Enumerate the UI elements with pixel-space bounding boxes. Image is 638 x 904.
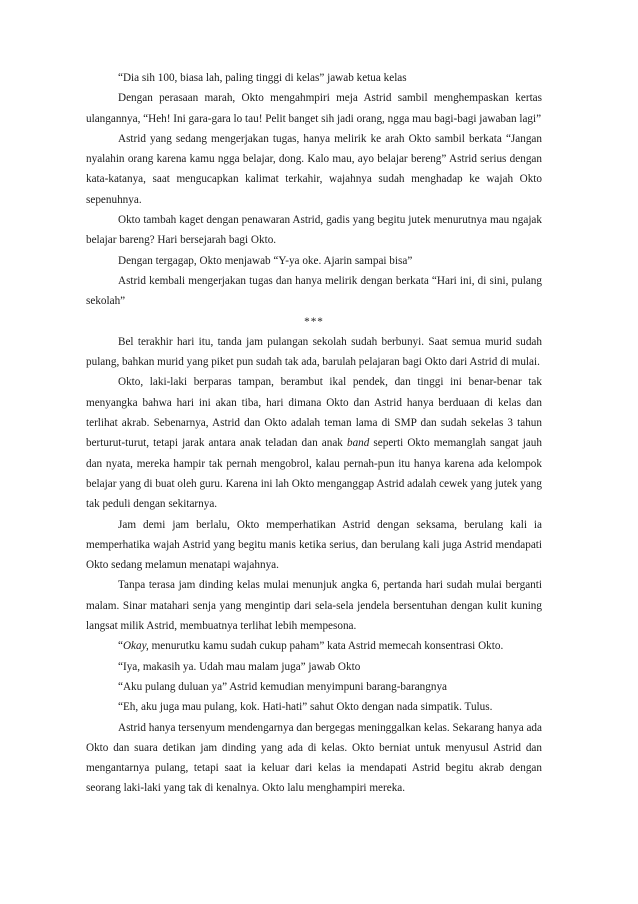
document-page bbox=[86, 68, 542, 799]
paragraph: Astrid yang sedang mengerjakan tugas, hanya melirik ke arah Okto sambil berkata “Jangan nyalahin orang karena kamu ngga belajar, dong. Kalo mau, ayo belajar bereng” Astrid serius dengan kata-katanya, saat mengucapkan kalimat terkahir, wajahnya sudah menghadap ke wajah Okto sepenuhnya. bbox=[86, 132, 542, 206]
paragraph-text: “ bbox=[118, 640, 123, 653]
paragraph: Tanpa terasa jam dinding kelas mulai menunjuk angka 6, pertanda hari sudah mulai berganti malam. Sinar matahari senja yang mengintip dari sela-sela jendela bersentuhan dengan kulit kuning langsat milik Astrid, membuatnya terlihat lebih mempesona. bbox=[86, 579, 542, 633]
paragraph bbox=[86, 372, 542, 514]
paragraph: Okto tambah kaget dengan penawaran Astrid, gadis yang begitu jutek menurutnya mau ngajak belajar bareng? Hari bersejarah bagi Okto. bbox=[86, 214, 542, 247]
paragraph bbox=[86, 636, 542, 656]
paragraph: Dengan perasaan marah, Okto mengahmpiri meja Astrid sambil menghempaskan kertas ulangannya, “Heh! Ini gara-gara lo tau! Pelit banget sih jadi orang, ngga mau bagi-bagi jawaban lagi” bbox=[86, 92, 542, 125]
paragraph: Jam demi jam berlalu, Okto memperhatikan Astrid dengan seksama, berulang kali ia memperhatika wajah Astrid yang begitu manis ketika serius, dan berulang kali juga Astrid mendapati Okto sedang melamun menatapi wajahnya. bbox=[86, 518, 542, 572]
paragraph: Astrid hanya tersenyum mendengarnya dan bergegas meninggalkan kelas. Sekarang hanya ada Okto dan suara detikan jam dinding yang ada di kelas. Okto berniat untuk menyusul Astrid dan mengantarnya pulang, tetapi saat ia keluar dari kelas ia mendapati Astrid begitu akrab dengan seorang laki-laki yang tak di kenalnya. Okto lalu menghampiri mereka. bbox=[86, 721, 542, 795]
paragraph-text: seperti Okto memanglah sangat jauh dan nyata, mereka hampir tak pernah mengobrol, kalau pernah-pun itu hanya karena ada kelompok belajar yang di buat oleh guru. Karena ini lah Okto menganggap Astrid adalah cewek yang jutek yang tak peduli dengan sekitarnya. bbox=[86, 437, 542, 511]
paragraph-text: menurutku kamu sudah cukup paham” kata Astrid memecah konsentrasi Okto. bbox=[148, 640, 504, 653]
paragraph: “Eh, aku juga mau pulang, kok. Hati-hati” sahut Okto dengan nada simpatik. Tulus. bbox=[118, 701, 493, 714]
paragraph: Astrid kembali mengerjakan tugas dan hanya melirik dengan berkata “Hari ini, di sini, pulang sekolah” bbox=[86, 274, 542, 308]
paragraph: Dengan tergagap, Okto menjawab “Y-ya oke. Ajarin sampai bisa” bbox=[118, 254, 413, 267]
paragraph: “Aku pulang duluan ya” Astrid kemudian menyimpuni barang-barangnya bbox=[118, 680, 448, 693]
paragraph: “Dia sih 100, biasa lah, paling tinggi di kelas” jawab ketua kelas bbox=[118, 72, 407, 84]
italic-word: band bbox=[346, 437, 370, 450]
italic-word: Okay, bbox=[122, 640, 149, 653]
paragraph: “Iya, makasih ya. Udah mau malam juga” jawab Okto bbox=[118, 660, 361, 673]
paragraph: Bel terakhir hari itu, tanda jam pulangan sekolah sudah berbunyi. Saat semua murid sudah pulang, bahkan murid yang piket pun sudah tak ada, barulah pelajaran bagi Okto dari Astrid di mulai. bbox=[86, 335, 542, 369]
paragraph-text: Okto, laki-laki berparas tampan, berambut ikal pendek, dan tinggi ini benar-benar tak menyangka bahwa hari ini akan tiba, hari dimana Okto dan Astrid hanya berduaan di kelas dan terlihat akrab. Sebenarnya, Astrid dan Okto adalah teman lama di SMP dan sudah sekelas 3 tahun berturut-turut, tetapi jarak antara anak teladan dan anak bbox=[86, 376, 542, 450]
section-separator: *** bbox=[304, 315, 324, 328]
